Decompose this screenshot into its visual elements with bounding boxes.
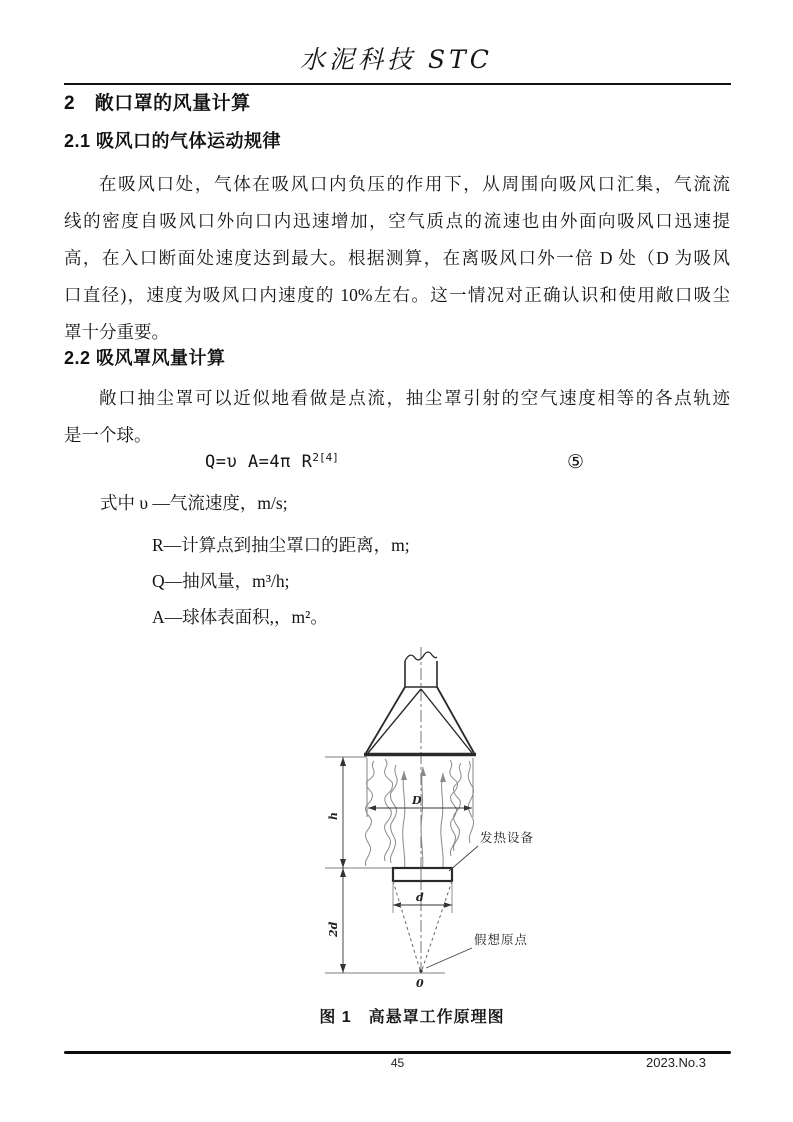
dimension-d <box>393 883 452 913</box>
heat-equipment <box>393 868 452 881</box>
page-number: 45 <box>390 1056 405 1070</box>
section-2-1-paragraph <box>64 166 730 351</box>
paragraph-line: 是一个球。 <box>64 425 152 445</box>
paragraph-line: 敞口抽尘罩可以近似地看做是点流，抽尘罩引射的空气速度相等的各点轨迹 <box>99 388 730 408</box>
equation-base: Q=υ A=4π R <box>205 452 313 472</box>
paragraph-line: 在吸风口处，气体在吸风口内负压的作用下，从周围向吸风口汇集，气流流 <box>99 174 730 194</box>
paragraph-line: 罩十分重要。 <box>64 322 169 342</box>
footer-rule <box>64 1051 731 1054</box>
label-d: d <box>416 891 424 904</box>
label-2d: 2d <box>327 921 340 937</box>
paragraph-line: 口直径)，速度为吸风口内速度的 10%左右。这一情况对正确认识和使用敞口吸尘 <box>64 285 730 305</box>
paragraph-line: 线的密度自吸风口外向口内迅速增加，空气质点的流速也由外面向吸风口迅速提 <box>64 211 730 231</box>
origin-dot <box>419 969 422 972</box>
label-D: D <box>412 794 422 807</box>
section-2-1-heading: 2.1 吸风口的气体运动规律 <box>64 131 282 151</box>
symbol-definition: R—计算点到抽尘罩口的距离，m; <box>152 535 410 555</box>
section-2-heading: 2 敞口罩的风量计算 <box>64 93 251 114</box>
paragraph-line: 高，在入口断面处速度达到最大。根据测算，在离吸风口外一倍 D 处（D 为吸风 <box>64 248 730 268</box>
figure-1-hood-diagram <box>300 645 580 993</box>
plume <box>365 759 473 877</box>
symbol-definitions <box>152 527 410 635</box>
equation-number: ⑤ <box>567 452 585 473</box>
equation-5 <box>205 451 339 472</box>
section-2-2-paragraph <box>64 380 730 454</box>
symbol-definition: A—球体表面积,，m²。 <box>152 607 328 627</box>
figure-1-caption: 图 1 高悬罩工作原理图 <box>319 1009 505 1026</box>
header-rule <box>64 83 731 85</box>
equation-where-intro: 式中 υ —气流速度，m/s; <box>100 493 288 513</box>
journal-title: 水泥科技 STC <box>300 45 493 74</box>
label-h: h <box>327 812 340 820</box>
section-2-2-heading: 2.2 吸风罩风量计算 <box>64 348 226 368</box>
label-origin: 0 <box>416 977 424 990</box>
symbol-definition: Q—抽风量，m³/h; <box>152 571 290 591</box>
issue-number: 2023.No.3 <box>646 1055 706 1070</box>
dimension-left <box>325 757 445 973</box>
label-heat-equipment: 发热设备 <box>480 831 535 845</box>
equation-row <box>0 451 793 479</box>
label-imaginary-origin: 假想原点 <box>474 933 529 947</box>
equation-superscript: 2[4] <box>312 451 339 464</box>
